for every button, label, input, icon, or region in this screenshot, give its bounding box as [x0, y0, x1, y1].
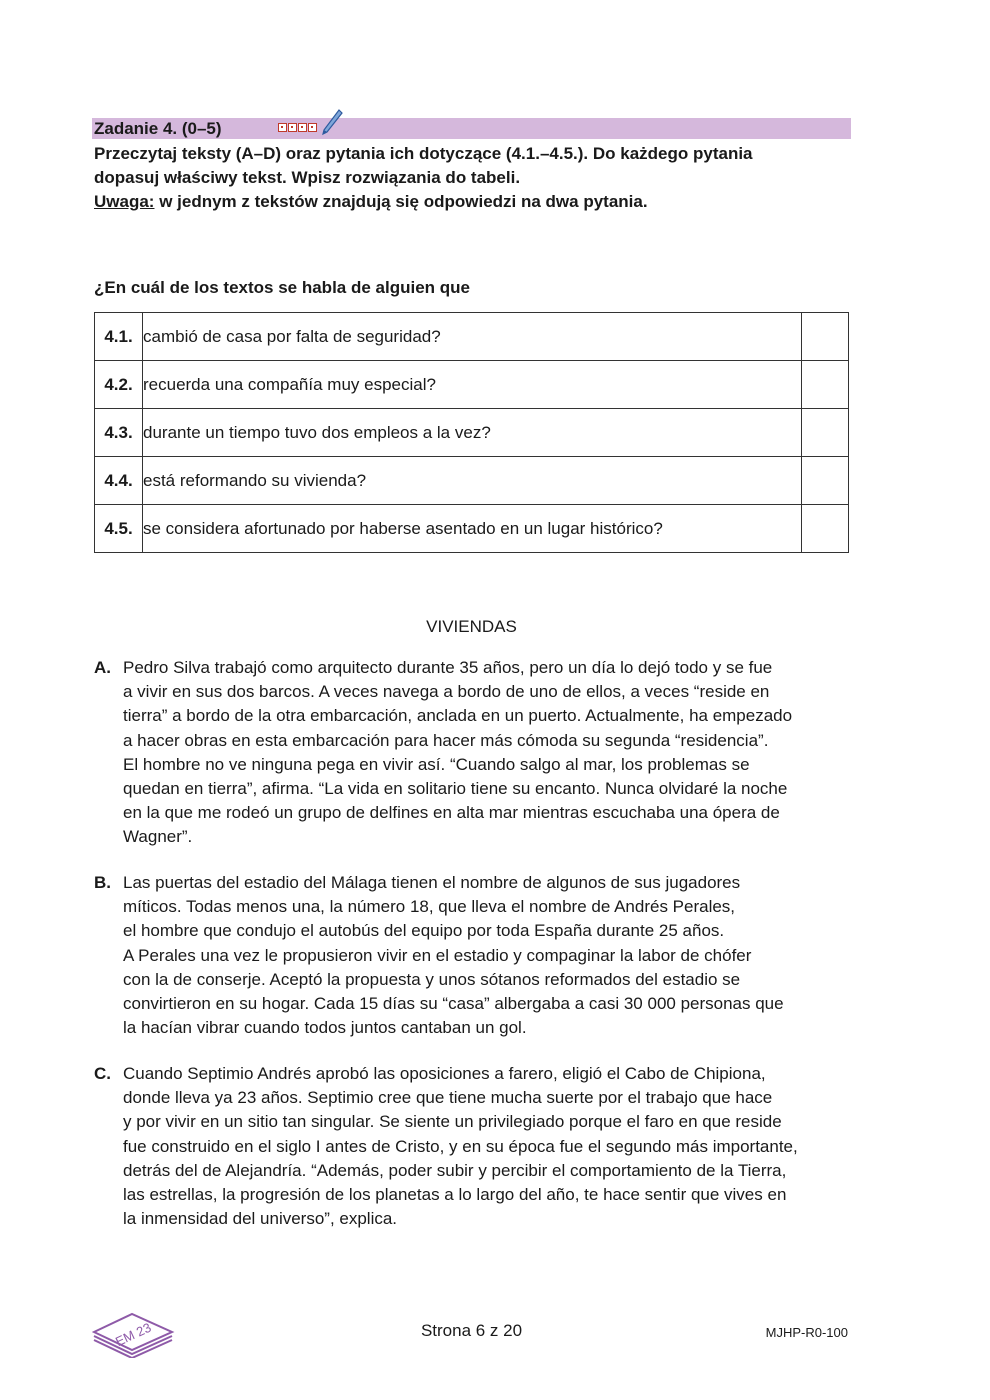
answer-cell[interactable] — [802, 361, 849, 409]
pencil-icon — [321, 108, 343, 136]
question-number: 4.1. — [95, 313, 143, 361]
question-lead: ¿En cuál de los textos se habla de alguien que — [94, 278, 470, 297]
score-box — [298, 123, 307, 132]
score-boxes-icon — [278, 123, 317, 132]
question-number: 4.5. — [95, 505, 143, 553]
question-number: 4.2. — [95, 361, 143, 409]
svg-text:EM 23: EM 23 — [113, 1319, 154, 1350]
score-box — [288, 123, 297, 132]
instruction-line-2: dopasuj właściwy tekst. Wpisz rozwiązania do tabeli. — [94, 168, 521, 187]
table-row — [95, 409, 849, 457]
text-body: Las puertas del estadio del Málaga tienen el nombre de algunos de sus jugadores míticos. Todas menos una, la número 18, que lleva el nombre de Andrés Perales, el hombre que condujo el autobús del equipo por toda España durante 25 años. A Perales una vez le propusieron vivir en el estadio y compaginar la labor de chófer con la de conserje. Aceptó la propuesta y unos sótanos reformados del estadio se convirtieron en su hogar. Cada 15 días su “casa” albergaba a casi 30 000 personas que la hacían vibrar cuando todos juntos cantaban un gol. — [123, 873, 784, 1038]
text-letter: A. — [94, 658, 111, 677]
answer-cell[interactable] — [802, 409, 849, 457]
text-a — [94, 656, 854, 850]
instruction-line-1: Przeczytaj teksty (A–D) oraz pytania ich dotyczące (4.1.–4.5.). Do każdego pytania — [94, 144, 753, 163]
task-title: Zadanie 4. (0–5) — [94, 119, 222, 138]
text-body: Cuando Septimio Andrés aprobó las oposiciones a farero, eligió el Cabo de Chipiona, donde lleva ya 23 años. Septimio cree que tiene mucha suerte por el trabajo que hace y por vivir en un sitio tan singular. Se siente un privilegiado porque el faro en que reside fue construido en el siglo I antes de Cristo, y en su época fue el segundo más importante, detrás del de Alejandría. “Además, poder subir y percibir el comportamiento de la Tierra, las estrellas, la progresión de los planetas a lo largo del año, te hace sentir que vives en la inmensidad del universo”, explica. — [123, 1064, 798, 1229]
text-letter: B. — [94, 873, 111, 892]
text-b — [94, 871, 854, 1040]
question-text: durante un tiempo tuvo dos empleos a la vez? — [143, 409, 802, 457]
instruction-note — [94, 190, 648, 214]
question-number: 4.3. — [95, 409, 143, 457]
question-text: se considera afortunado por haberse asentado en un lugar histórico? — [143, 505, 802, 553]
table-row — [95, 505, 849, 553]
text-c — [94, 1062, 854, 1231]
page-number: Strona 6 z 20 — [420, 1321, 523, 1340]
note-text: w jednym z tekstów znajdują się odpowiedzi na dwa pytania. — [154, 192, 648, 211]
question-text: está reformando su vivienda? — [143, 457, 802, 505]
question-text: recuerda una compañía muy especial? — [143, 361, 802, 409]
table-row — [95, 361, 849, 409]
table-row — [95, 313, 849, 361]
exam-code: MJHP-R0-100 — [765, 1325, 848, 1340]
score-box — [278, 123, 287, 132]
answer-cell[interactable] — [802, 313, 849, 361]
score-box — [308, 123, 317, 132]
questions-table — [94, 312, 849, 553]
text-body: Pedro Silva trabajó como arquitecto durante 35 años, pero un día lo dejó todo y se fue a vivir en sus dos barcos. A veces navega a bordo de uno de ellos, a veces “reside en tierra” a bordo de la otra embarcación, anclada en un puerto. Actualmente, ha empezado a hacer obras en esta embarcación para hacer más cómoda su segunda “residencia”. El hombre no ve ninguna pega en vivir así. “Cuando salgo al mar, los problemas se quedan en tierra”, afirma. “La vida en solitario tiene su encanto. Nunca olvidaré la noche en la que me rodeó un grupo de delfines en alta mar mientras escuchaba una ópera de Wagner”. — [123, 658, 793, 847]
answer-cell[interactable] — [802, 505, 849, 553]
question-number: 4.4. — [95, 457, 143, 505]
table-row — [95, 457, 849, 505]
text-letter: C. — [94, 1064, 111, 1083]
question-text: cambió de casa por falta de seguridad? — [143, 313, 802, 361]
answer-cell[interactable] — [802, 457, 849, 505]
note-label: Uwaga: — [94, 192, 155, 211]
reading-title: VIVIENDAS — [426, 617, 517, 636]
